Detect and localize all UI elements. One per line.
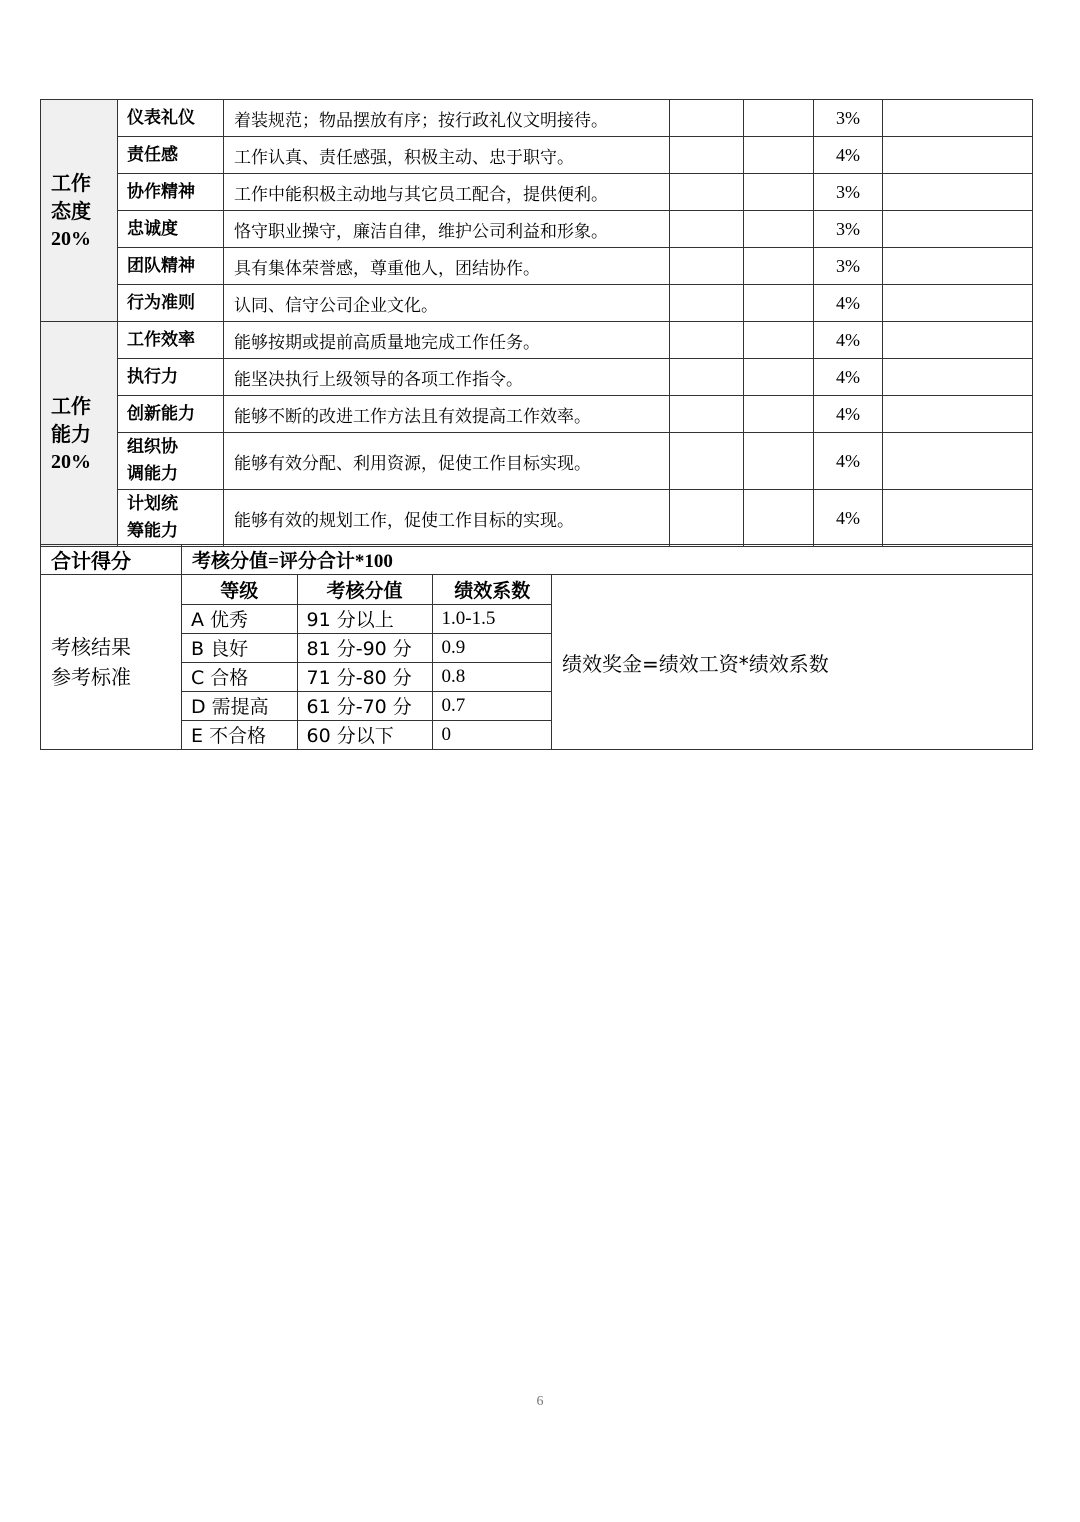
grade-coef: 1.0-1.5 — [432, 604, 552, 633]
grade-level: E 不合格 — [182, 720, 297, 749]
grade-header-row — [182, 575, 552, 604]
blank-cell — [670, 490, 744, 547]
item-description: 具有集体荣誉感，尊重他人，团结协作。 — [224, 248, 670, 285]
table-row — [41, 100, 1033, 137]
item-name: 行为准则 — [118, 285, 224, 322]
item-name: 忠诚度 — [118, 211, 224, 248]
category-attitude — [41, 100, 118, 322]
blank-cell — [883, 211, 1033, 248]
item-name: 团队精神 — [118, 248, 224, 285]
grade-coef: 0.8 — [432, 662, 552, 691]
grade-level: B 良好 — [182, 633, 297, 662]
blank-cell — [744, 359, 814, 396]
grade-level: A 优秀 — [182, 604, 297, 633]
blank-cell — [670, 285, 744, 322]
blank-cell — [883, 322, 1033, 359]
item-weight: 3% — [814, 248, 883, 285]
blank-cell — [744, 433, 814, 490]
blank-cell — [883, 396, 1033, 433]
grade-row — [182, 720, 552, 749]
grade-coef: 0.9 — [432, 633, 552, 662]
item-name: 工作效率 — [118, 322, 224, 359]
item-name: 仪表礼仪 — [118, 100, 224, 137]
total-row — [41, 545, 1033, 575]
category-ability — [41, 322, 118, 547]
blank-cell — [883, 433, 1033, 490]
item-name — [118, 433, 224, 490]
blank-cell — [744, 248, 814, 285]
blank-cell — [670, 322, 744, 359]
blank-cell — [670, 248, 744, 285]
blank-cell — [744, 285, 814, 322]
table-row — [41, 396, 1033, 433]
blank-cell — [670, 396, 744, 433]
item-description: 工作认真、责任感强，积极主动、忠于职守。 — [224, 137, 670, 174]
result-table — [40, 544, 1033, 750]
category-weight: 20% — [51, 451, 91, 473]
table-row — [41, 174, 1033, 211]
grade-score: 60 分以下 — [297, 720, 432, 749]
item-description: 能坚决执行上级领导的各项工作指令。 — [224, 359, 670, 396]
grade-score: 71 分-80 分 — [297, 662, 432, 691]
grade-table-cell — [182, 575, 552, 750]
item-weight: 4% — [814, 490, 883, 547]
reference-label-line: 参考标准 — [51, 665, 131, 689]
category-line: 态度 — [51, 198, 91, 223]
blank-cell — [744, 174, 814, 211]
total-formula: 考核分值=评分合计*100 — [182, 545, 1033, 575]
total-label: 合计得分 — [41, 545, 182, 575]
grade-header: 考核分值 — [297, 575, 432, 604]
grade-level: D 需提高 — [182, 691, 297, 720]
item-description: 能够有效分配、利用资源，促使工作目标实现。 — [224, 433, 670, 490]
item-weight: 3% — [814, 100, 883, 137]
blank-cell — [744, 211, 814, 248]
table-row — [41, 248, 1033, 285]
item-name-line: 调能力 — [127, 464, 178, 484]
blank-cell — [883, 359, 1033, 396]
item-weight: 4% — [814, 359, 883, 396]
item-name-line: 筹能力 — [127, 521, 178, 541]
blank-cell — [883, 490, 1033, 547]
grade-level: C 合格 — [182, 662, 297, 691]
grade-score: 81 分-90 分 — [297, 633, 432, 662]
item-weight: 4% — [814, 322, 883, 359]
item-name-line: 计划统 — [127, 494, 178, 514]
blank-cell — [744, 322, 814, 359]
blank-cell — [883, 248, 1033, 285]
blank-cell — [670, 359, 744, 396]
item-description: 能够有效的规划工作，促使工作目标的实现。 — [224, 490, 670, 547]
table-row — [41, 322, 1033, 359]
blank-cell — [883, 174, 1033, 211]
category-line: 能力 — [51, 422, 91, 446]
item-description: 认同、信守公司企业文化。 — [224, 285, 670, 322]
blank-cell — [883, 285, 1033, 322]
reference-label — [41, 575, 182, 750]
blank-cell — [670, 211, 744, 248]
item-name: 责任感 — [118, 137, 224, 174]
grade-row — [182, 633, 552, 662]
grade-coef: 0 — [432, 720, 552, 749]
table-row — [41, 359, 1033, 396]
item-description: 能够按期或提前高质量地完成工作任务。 — [224, 322, 670, 359]
grade-row — [182, 691, 552, 720]
grade-header: 等级 — [182, 575, 297, 604]
blank-cell — [670, 433, 744, 490]
item-name: 创新能力 — [118, 396, 224, 433]
category-line: 工作 — [51, 394, 91, 418]
blank-cell — [883, 137, 1033, 174]
grade-coef: 0.7 — [432, 691, 552, 720]
table-row — [41, 433, 1033, 490]
blank-cell — [670, 100, 744, 137]
table-row — [41, 211, 1033, 248]
table-row — [41, 490, 1033, 547]
item-weight: 3% — [814, 211, 883, 248]
grade-header: 绩效系数 — [432, 575, 552, 604]
grade-table — [182, 575, 552, 749]
category-line: 工作 — [51, 170, 91, 195]
reference-label-line: 考核结果 — [51, 635, 131, 659]
blank-cell — [744, 490, 814, 547]
item-weight: 4% — [814, 285, 883, 322]
item-weight: 4% — [814, 433, 883, 490]
grade-score: 61 分-70 分 — [297, 691, 432, 720]
page-number: 6 — [536, 1394, 544, 1409]
item-description: 能够不断的改进工作方法且有效提高工作效率。 — [224, 396, 670, 433]
blank-cell — [744, 100, 814, 137]
assessment-table — [40, 99, 1033, 547]
bonus-formula: 绩效奖金=绩效工资*绩效系数 — [552, 575, 1033, 750]
item-weight: 4% — [814, 137, 883, 174]
item-name — [118, 490, 224, 547]
blank-cell — [670, 174, 744, 211]
grade-row — [182, 662, 552, 691]
blank-cell — [744, 396, 814, 433]
reference-row — [41, 575, 1033, 750]
item-name: 协作精神 — [118, 174, 224, 211]
grade-row — [182, 604, 552, 633]
item-weight: 4% — [814, 396, 883, 433]
table-row — [41, 137, 1033, 174]
item-description: 工作中能积极主动地与其它员工配合，提供便利。 — [224, 174, 670, 211]
blank-cell — [670, 137, 744, 174]
grade-score: 91 分以上 — [297, 604, 432, 633]
item-weight: 3% — [814, 174, 883, 211]
item-description: 恪守职业操守，廉洁自律，维护公司利益和形象。 — [224, 211, 670, 248]
blank-cell — [883, 100, 1033, 137]
table-row — [41, 285, 1033, 322]
category-weight: 20% — [51, 227, 91, 250]
item-description: 着装规范；物品摆放有序；按行政礼仪文明接待。 — [224, 100, 670, 137]
item-name-line: 组织协 — [127, 437, 178, 457]
blank-cell — [744, 137, 814, 174]
item-name: 执行力 — [118, 359, 224, 396]
